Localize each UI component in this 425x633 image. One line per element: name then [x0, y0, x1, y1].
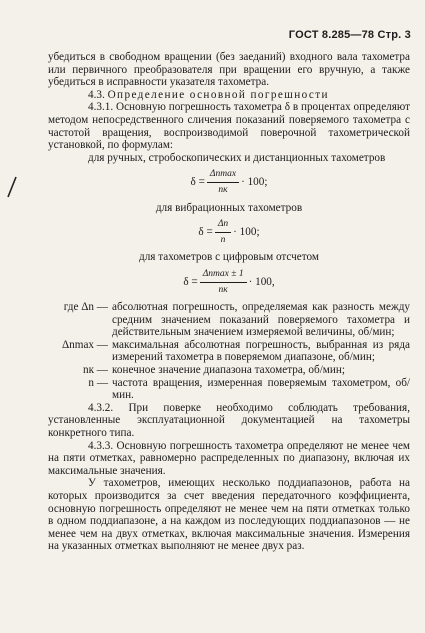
document-body: [48, 51, 410, 553]
formula-3-numerator: Δnmax ± 1: [200, 268, 247, 283]
definition-text: абсолютная погрешность, определяемая как разность между средним значением показаний поверяемого тахометра и действительным значением измеряемой величины, об/мин;: [112, 301, 410, 339]
definition-text: максимальная абсолютная погрешность, выбранная из ряда измерений тахометра в поверяемом диапазоне, об/мин;: [112, 338, 410, 364]
definitions-list: [48, 301, 410, 402]
formula-1-lhs: δ =: [190, 176, 205, 189]
definition-item: [48, 339, 410, 364]
formula-2-rhs: · 100;: [233, 225, 260, 238]
formula-3: [48, 268, 410, 296]
definition-symbol: где Δn —: [63, 301, 108, 314]
paragraph-final: У тахометров, имеющих несколько поддиапазонов, работа на которых производится за счет введения передаточного коэффициента, основную погрешность определяют не менее чем на пяти отметках только в одном поддиапазоне, а на каждом из последующих поддиапазонов — не менее чем на двух отметках, включая максимальные значения. Измерения на указанных отметках выполняют не менее двух раз.: [48, 477, 410, 553]
formula-lead-2: для вибрационных тахометров: [155, 201, 303, 214]
formula-1-denominator: nк: [218, 184, 228, 195]
formula-1: [48, 168, 410, 196]
section-number: 4.3.: [88, 88, 105, 101]
definition-item: [48, 364, 410, 377]
paragraph-4-3-2: 4.3.2. При поверке необходимо соблюдать требования, установленные эксплуатационной документацией на тахометры конкретного типа.: [48, 401, 410, 440]
section-title: Определение основной погрешности: [107, 88, 329, 101]
definition-item: [48, 377, 410, 402]
formula-2-denominator: n: [220, 234, 226, 245]
formula-2-lhs: δ =: [198, 225, 213, 238]
formula-3-lhs: δ =: [183, 275, 198, 288]
formula-1-rhs: · 100;: [241, 176, 268, 189]
formula-lead-3: для тахометров с цифровым отсчетом: [139, 251, 319, 264]
formula-3-denominator: nк: [218, 284, 228, 295]
definition-symbol: n —: [88, 376, 108, 389]
definition-symbol: nк —: [82, 364, 108, 377]
margin-mark: [7, 176, 17, 198]
paragraph-intro: убедиться в свободном вращении (без заеданий) входного вала тахометра или первичного преобразователя при вращении его вручную, а также убедиться в исправности указателя тахометра.: [48, 51, 410, 89]
formula-lead-1: для ручных, стробоскопических и дистанционных тахометров: [88, 151, 386, 164]
definition-symbol: Δnmax —: [61, 338, 108, 351]
formula-2-numerator: Δn: [215, 218, 231, 233]
paragraph-4-3-3: 4.3.3. Основную погрешность тахометра определяют не менее чем на пяти отметках, равномерно распределенных по диапазону, включая их максимальные значения.: [48, 439, 410, 477]
paragraph-4-3-1: 4.3.1. Основную погрешность тахометра δ в процентах определяют методом непосредственного сличения показаний поверяемого тахометра с частотой вращения, воспроизводимой поверочной тахометрической установкой, по формулам:: [48, 101, 410, 152]
formula-3-rhs: · 100,: [248, 275, 275, 288]
section-heading: [48, 89, 410, 102]
formula-1-numerator: Δnmax: [207, 168, 239, 183]
page-header: ГОСТ 8.285—78 Стр. 3: [288, 29, 411, 41]
definition-text: конечное значение диапазона тахометра, об/мин;: [112, 364, 345, 377]
definition-text: частота вращения, измеренная поверяемым тахометром, об/мин.: [112, 376, 410, 402]
definition-item: [48, 301, 410, 339]
formula-2: [48, 218, 410, 246]
